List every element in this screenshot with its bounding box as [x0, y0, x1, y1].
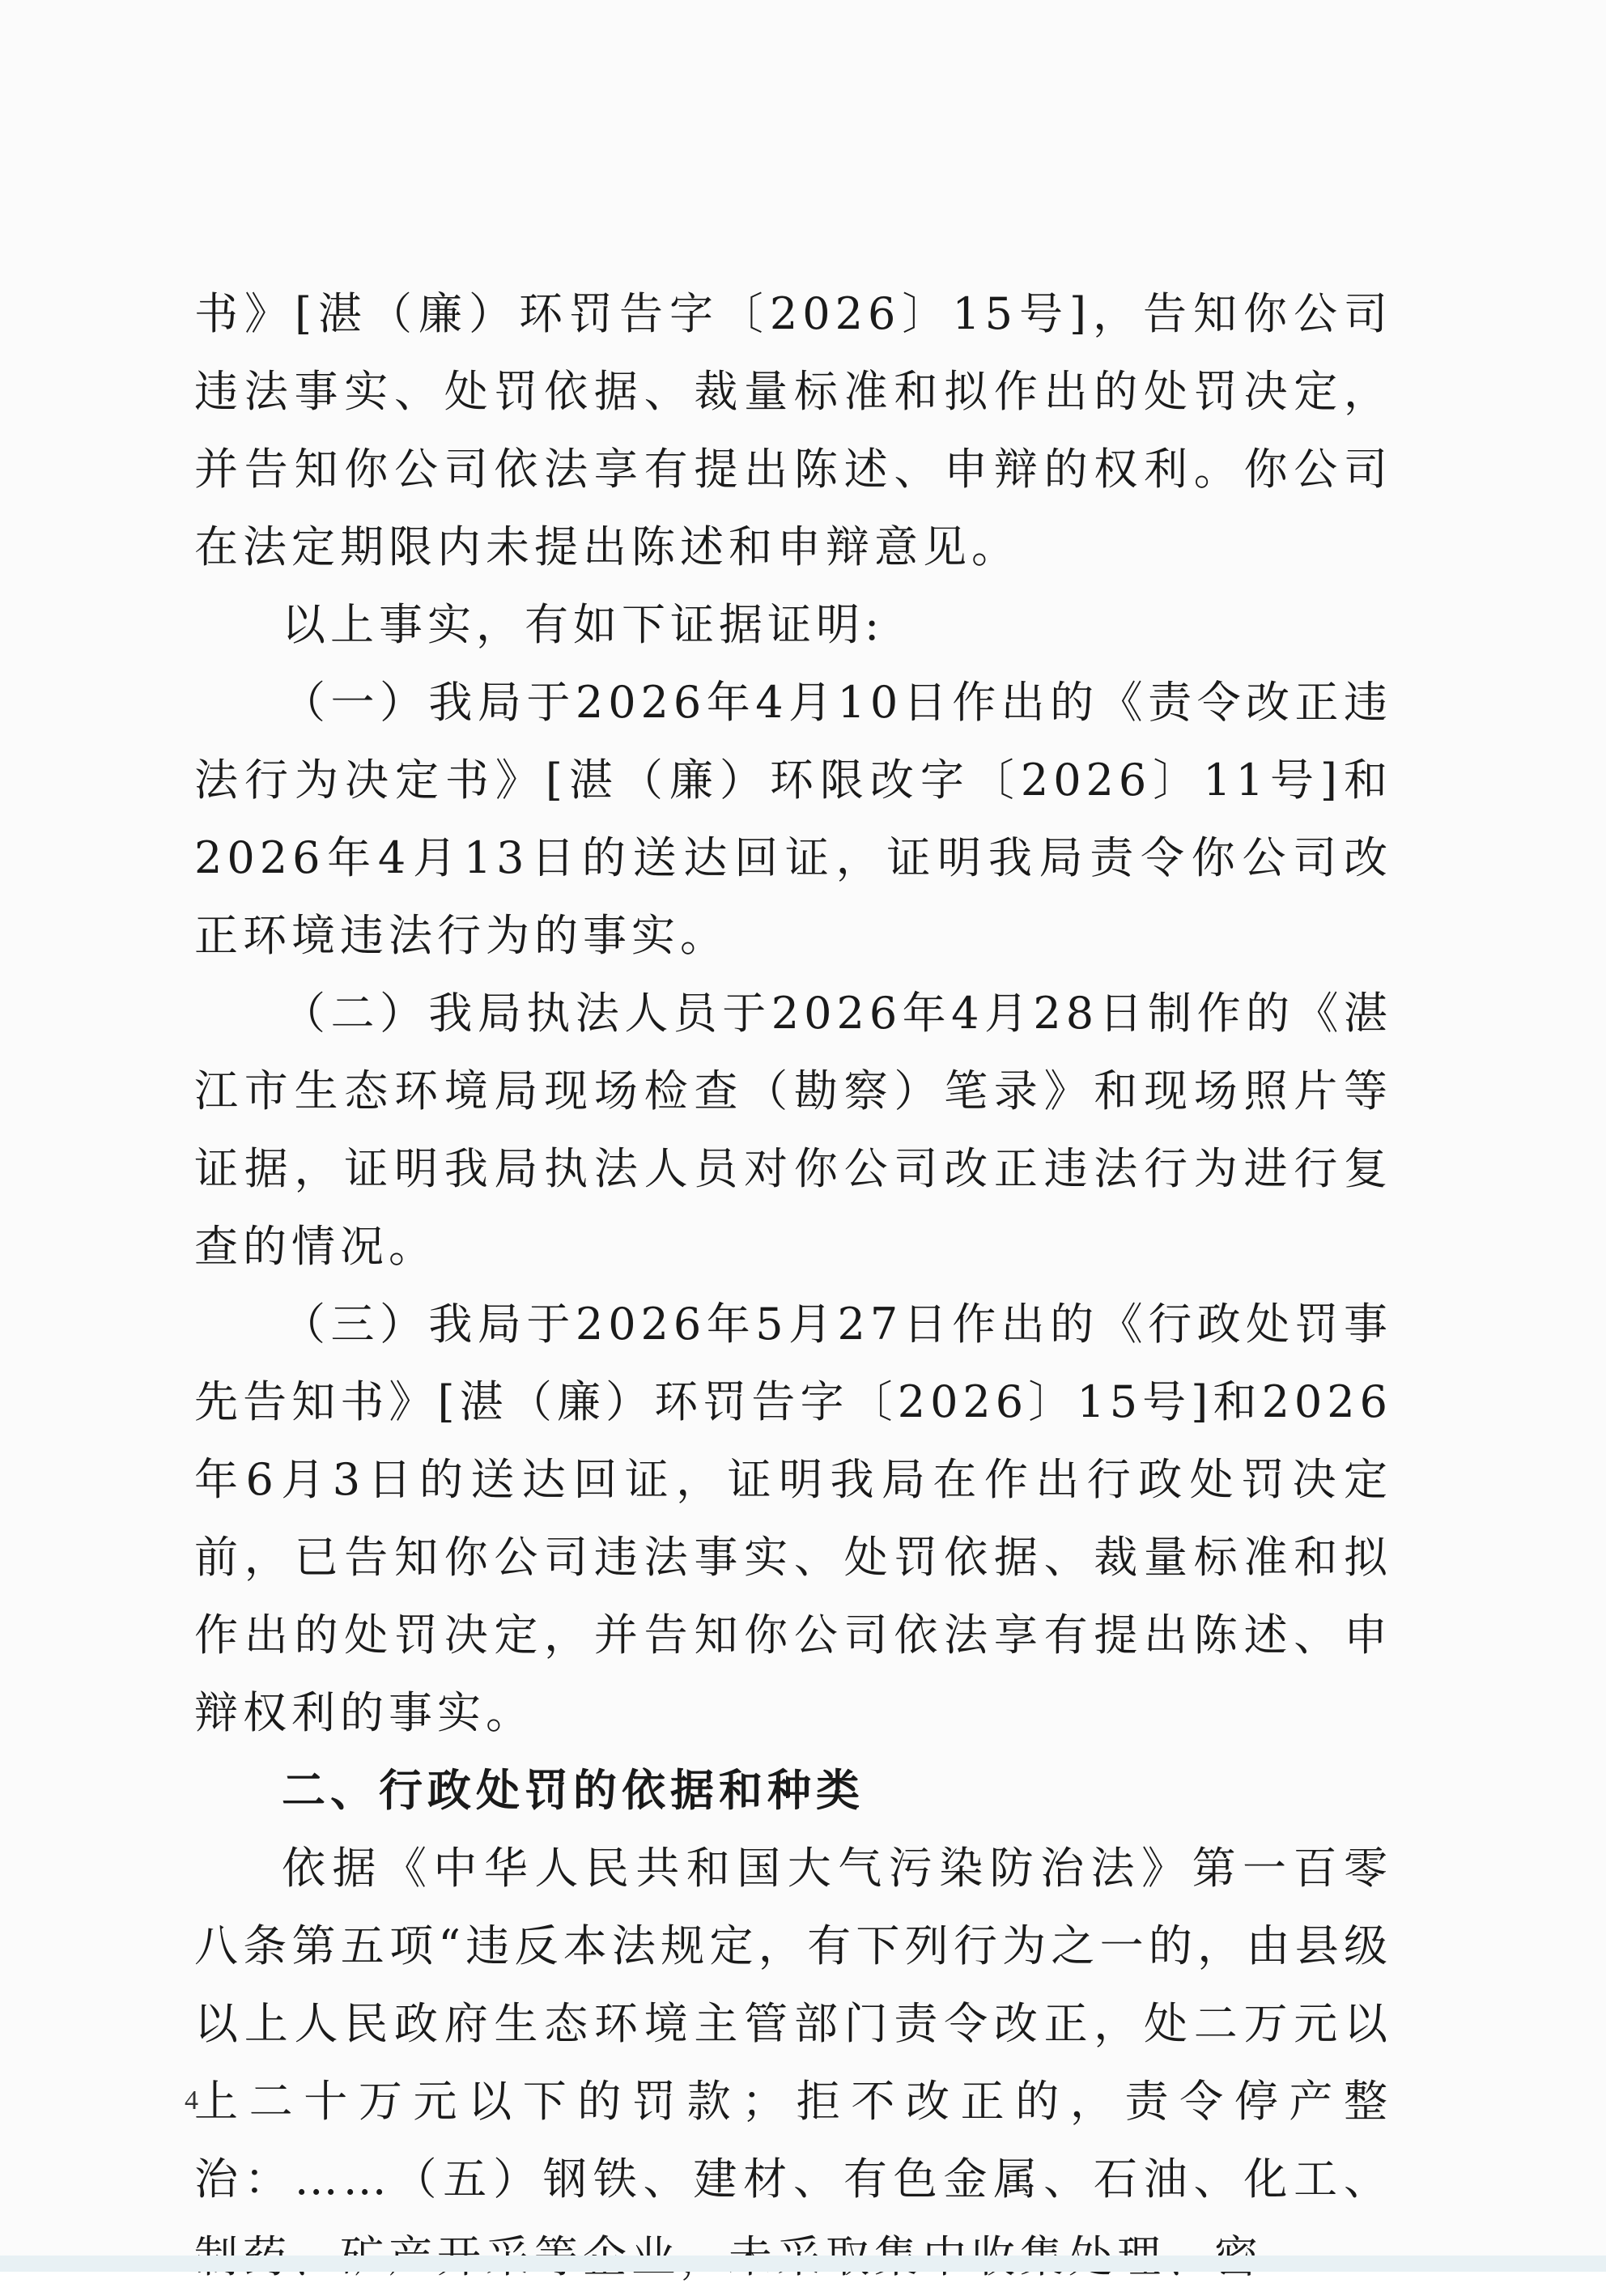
- paragraph-evidence-3: （三）我局于2026年5月27日作出的《行政处罚事先告知书》[湛（廉）环罚告字〔2026〕15号]和2026年6月3日的送达回证，证明我局在作出行政处罚决定前，已告知你公司违法事实、处罚依据、裁量标准和拟作出的处罚决定，并告知你公司依法享有提出陈述、申辩权利的事实。: [194, 1299, 1392, 1738]
- paragraph-evidence-2: （二）我局执法人员于2026年4月28日制作的《湛江市生态环境局现场检查（勘察）笔录》和现场照片等证据，证明我局执法人员对你公司改正违法行为进行复查的情况。: [194, 988, 1392, 1272]
- page-number: 4: [185, 2086, 198, 2115]
- document-body: [194, 275, 1392, 2296]
- paragraph-legal-basis: 依据《中华人民共和国大气污染防治法》第一百零八条第五项“违反本法规定，有下列行为之一的，由县级以上人民政府生态环境主管部门责令改正，处二万元以上二十万元以下的罚款；拒不改正的，责令停产整治：……（五）钢铁、建材、有色金属、石油、化工、: [194, 1843, 1392, 2205]
- paragraph-notice-continuation: 书》[湛（廉）环罚告字〔2026〕15号]，告知你公司违法事实、处罚依据、裁量标准和拟作出的处罚决定，并告知你公司依法享有提出陈述、申辩的权利。你公司在法定期限内未提出陈述和申辩意见。: [194, 288, 1392, 572]
- paragraph-evidence-1: （一）我局于2026年4月10日作出的《责令改正违法行为决定书》[湛（廉）环限改字〔2026〕11号]和2026年4月13日的送达回证，证明我局责令你公司改正环境违法行为的事实。: [194, 677, 1392, 961]
- scan-edge-strip: [0, 2256, 1606, 2272]
- paragraph-evidence-intro: 以上事实，有如下证据证明:: [282, 599, 885, 650]
- section-heading: 二、行政处罚的依据和种类: [282, 1765, 865, 1816]
